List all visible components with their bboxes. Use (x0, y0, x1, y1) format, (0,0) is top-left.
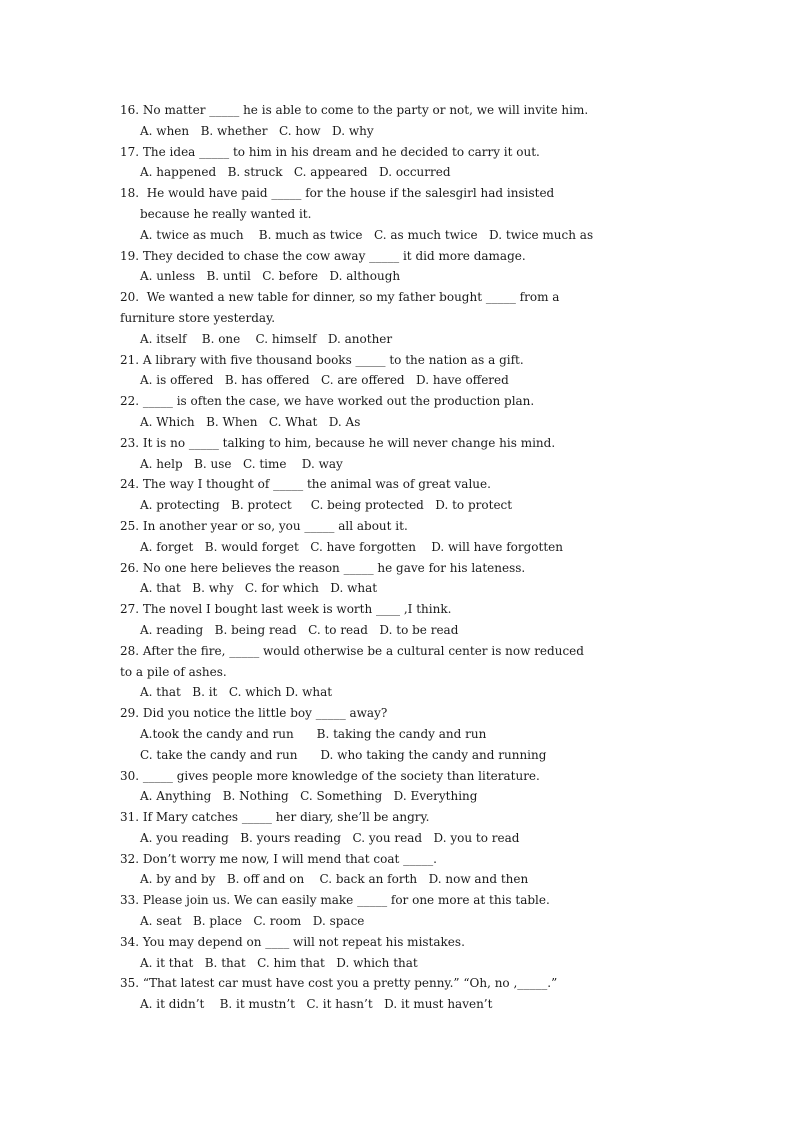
question-28-continued: to a pile of ashes. (120, 664, 227, 679)
question-20-options: A. itself B. one C. himself D. another (140, 331, 393, 346)
question-23: 23. It is no _____ talking to him, because he will never change his mind. (120, 435, 556, 450)
question-28-options: A. that B. it C. which D. what (140, 685, 333, 700)
question-19: 19. They decided to chase the cow away _____ it did more damage. (120, 248, 526, 263)
question-35-options: A. it didn’t B. it mustn’t C. it hasn’t D. it must haven’t (140, 997, 493, 1012)
question-33-options: A. seat B. place C. room D. space (140, 914, 365, 929)
question-26: 26. No one here believes the reason _____ he gave for his lateness. (120, 560, 526, 575)
question-30-options: A. Anything B. Nothing C. Something D. Everything (140, 789, 478, 804)
question-35: 35. “That latest car must have cost you a pretty penny.” “Oh, no ,_____.” (120, 976, 558, 991)
question-34: 34. You may depend on ____ will not repeat his mistakes. (120, 934, 465, 949)
question-29-options-cd: C. take the candy and run D. who taking the candy and running (140, 747, 547, 762)
question-24: 24. The way I thought of _____ the animal was of great value. (120, 477, 491, 492)
question-27: 27. The novel I bought last week is worth ____ ,I think. (120, 602, 452, 617)
question-list (120, 100, 675, 1015)
question-18: 18. He would have paid _____ for the house if the salesgirl had insisted (120, 186, 555, 201)
question-29: 29. Did you notice the little boy _____ away? (120, 706, 388, 721)
question-23-options: A. help B. use C. time D. way (140, 456, 343, 471)
question-25: 25. In another year or so, you _____ all about it. (120, 518, 408, 533)
question-31: 31. If Mary catches _____ her diary, she’ll be angry. (120, 810, 430, 825)
question-32: 32. Don’t worry me now, I will mend that coat _____. (120, 851, 437, 866)
question-27-options: A. reading B. being read C. to read D. to be read (140, 622, 459, 637)
question-20-continued: furniture store yesterday. (120, 310, 276, 325)
question-17-options: A. happened B. struck C. appeared D. occurred (140, 165, 451, 180)
question-20: 20. We wanted a new table for dinner, so my father bought _____ from a (120, 290, 560, 305)
question-30: 30. _____ gives people more knowledge of the society than literature. (120, 768, 540, 783)
question-32-options: A. by and by B. off and on C. back an forth D. now and then (140, 872, 529, 887)
question-29-options-ab: A.took the candy and run B. taking the candy and run (140, 726, 487, 741)
question-18-options: A. twice as much B. much as twice C. as much twice D. twice much as (140, 227, 594, 242)
question-28: 28. After the fire, _____ would otherwise be a cultural center is now reduced (120, 643, 584, 658)
question-17: 17. The idea _____ to him in his dream and he decided to carry it out. (120, 144, 540, 159)
question-16-options: A. when B. whether C. how D. why (140, 123, 374, 138)
question-22-options: A. Which B. When C. What D. As (140, 414, 361, 429)
question-25-options: A. forget B. would forget C. have forgotten D. will have forgotten (140, 539, 563, 554)
question-22: 22. _____ is often the case, we have worked out the production plan. (120, 394, 535, 409)
question-21: 21. A library with five thousand books _____ to the nation as a gift. (120, 352, 524, 367)
question-31-options: A. you reading B. yours reading C. you read D. you to read (140, 830, 520, 845)
question-24-options: A. protecting B. protect C. being protected D. to protect (140, 498, 513, 513)
question-16: 16. No matter _____ he is able to come to the party or not, we will invite him. (120, 103, 589, 117)
question-19-options: A. unless B. until C. before D. although (140, 269, 401, 284)
question-34-options: A. it that B. that C. him that D. which that (140, 955, 418, 970)
question-33: 33. Please join us. We can easily make _____ for one more at this table. (120, 893, 550, 908)
question-26-options: A. that B. why C. for which D. what (140, 581, 378, 596)
question-18-continued: because he really wanted it. (140, 206, 312, 221)
question-21-options: A. is offered B. has offered C. are offered D. have offered (140, 373, 509, 388)
